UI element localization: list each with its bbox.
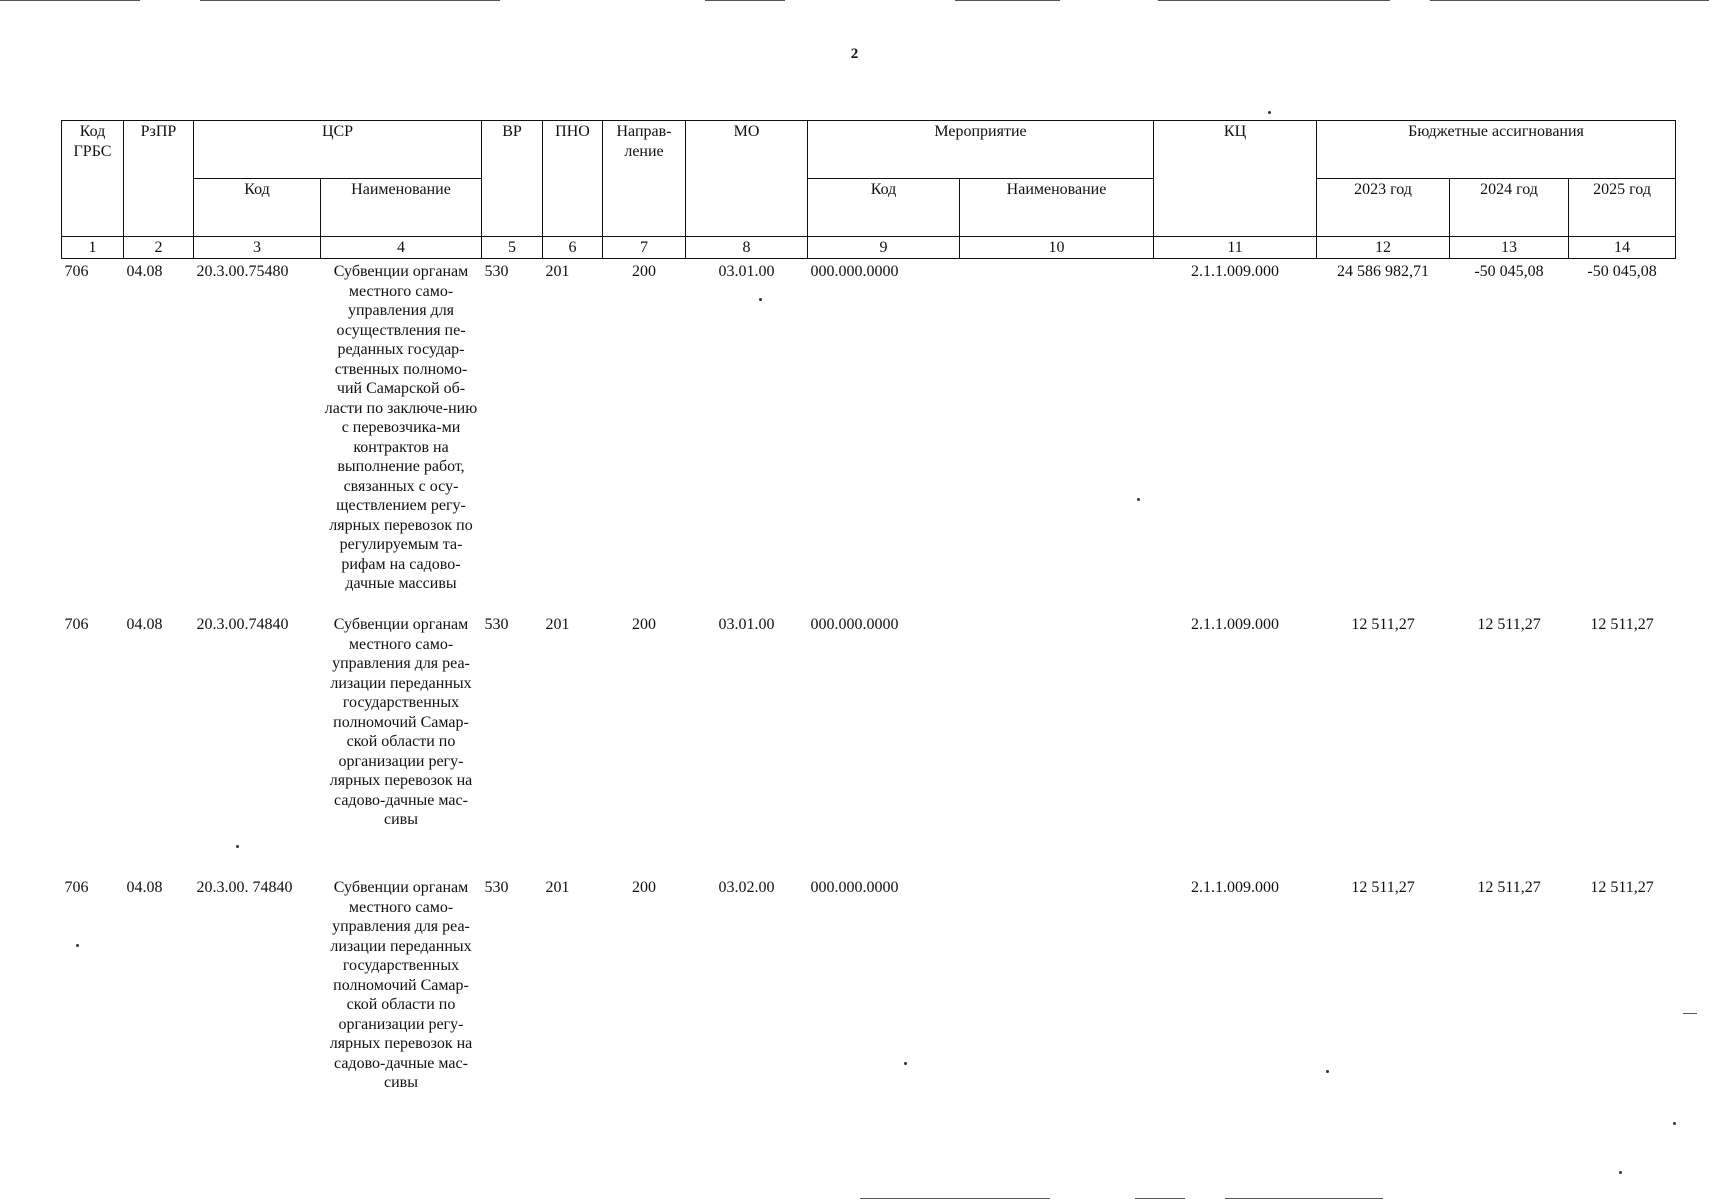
cell-mer-name bbox=[960, 259, 1154, 613]
column-number-row bbox=[62, 237, 1676, 259]
cell-2023: 24 586 982,71 bbox=[1337, 263, 1430, 280]
cell-2025: 12 511,27 bbox=[1590, 616, 1654, 633]
header-year-2024: 2024 год bbox=[1450, 179, 1569, 237]
header-csr-name: Наименование bbox=[321, 179, 482, 237]
scan-speck bbox=[1619, 1171, 1622, 1174]
table-row bbox=[62, 612, 1676, 875]
scan-edge-line bbox=[1135, 1198, 1185, 1199]
table-row bbox=[62, 875, 1676, 1128]
header-kc: КЦ bbox=[1154, 121, 1317, 237]
scan-edge-line bbox=[1683, 1013, 1697, 1014]
cell-csr-kod: 20.3.00.74840 bbox=[196, 616, 289, 633]
column-number: 9 bbox=[808, 237, 960, 259]
header-pno: ПНО bbox=[543, 121, 603, 237]
column-number: 11 bbox=[1154, 237, 1317, 259]
column-number: 7 bbox=[603, 237, 686, 259]
cell-rzpr: 04.08 bbox=[126, 616, 163, 633]
column-number: 1 bbox=[62, 237, 124, 259]
cell-csr-name: Субвенции органам местного само-управления для реа-лизации переданных государственных полномочий Самар-ской области по организации регу-лярных перевозок на садово-дачные мас-сивы bbox=[329, 879, 473, 1091]
cell-napravlenie: 200 bbox=[632, 263, 656, 280]
scan-edge-line bbox=[200, 0, 500, 1]
scan-edge-line bbox=[955, 0, 1060, 1]
header-mer-kod: Код bbox=[808, 179, 960, 237]
scan-edge-line bbox=[705, 0, 785, 1]
column-number: 5 bbox=[482, 237, 543, 259]
cell-2024: 12 511,27 bbox=[1477, 616, 1541, 633]
header-year-2023: 2023 год bbox=[1317, 179, 1450, 237]
cell-2023: 12 511,27 bbox=[1351, 879, 1415, 896]
cell-kc: 2.1.1.009.000 bbox=[1191, 616, 1280, 633]
cell-pno: 201 bbox=[545, 879, 570, 896]
cell-csr-name: Субвенции органам местного само-управления для реа-лизации переданных государственных полномочий Самар-ской области по организации регу-лярных перевозок на садово-дачные мас-сивы bbox=[329, 616, 473, 828]
header-napravlenie: Направ-ление bbox=[603, 121, 686, 237]
scan-edge-line bbox=[860, 1198, 1050, 1199]
cell-mer-name bbox=[960, 875, 1154, 1128]
budget-allocation-table bbox=[61, 120, 1676, 1128]
scan-edge-line bbox=[1225, 1198, 1383, 1199]
column-number: 2 bbox=[124, 237, 194, 259]
cell-napravlenie: 200 bbox=[632, 879, 656, 896]
header-year-2025: 2025 год bbox=[1569, 179, 1676, 237]
header-csr: ЦСР bbox=[194, 121, 482, 179]
cell-2024: -50 045,08 bbox=[1474, 263, 1544, 280]
cell-grbs: 706 bbox=[64, 616, 89, 633]
cell-grbs: 706 bbox=[64, 879, 89, 896]
header-kod-grbs: Код ГРБС bbox=[62, 121, 124, 237]
cell-mo: 03.01.00 bbox=[718, 263, 775, 280]
column-number: 10 bbox=[960, 237, 1154, 259]
scan-edge-line bbox=[1158, 0, 1390, 1]
scan-edge-line bbox=[1430, 0, 1709, 1]
cell-grbs: 706 bbox=[64, 263, 89, 280]
cell-csr-name: Субвенции органам местного само-управления для осуществления пе-реданных государ-ственных полномо-чий Самарской об-ласти по заключе-нию с перевозчика-ми контрактов на выполнение работ, связанных с осу-ществлением регу-лярных перевозок по регулируемым та-рифам на садово-дачные массивы bbox=[324, 263, 478, 592]
column-number: 8 bbox=[686, 237, 808, 259]
header-vr: ВР bbox=[482, 121, 543, 237]
header-budget: Бюджетные ассигнования bbox=[1317, 121, 1676, 179]
header-meropriyatie: Мероприятие bbox=[808, 121, 1154, 179]
cell-pno: 201 bbox=[545, 263, 570, 280]
cell-2023: 12 511,27 bbox=[1351, 616, 1415, 633]
header-mer-name: Наименование bbox=[960, 179, 1154, 237]
cell-pno: 201 bbox=[545, 616, 570, 633]
cell-2025: -50 045,08 bbox=[1587, 263, 1657, 280]
scan-edge-line bbox=[0, 0, 140, 1]
cell-vr: 530 bbox=[484, 263, 509, 280]
cell-mo: 03.02.00 bbox=[718, 879, 775, 896]
cell-rzpr: 04.08 bbox=[126, 879, 163, 896]
table-row bbox=[62, 259, 1676, 613]
cell-mer-kod: 000.000.0000 bbox=[810, 616, 899, 633]
cell-mer-kod: 000.000.0000 bbox=[810, 263, 899, 280]
cell-napravlenie: 200 bbox=[632, 616, 656, 633]
cell-2025: 12 511,27 bbox=[1590, 879, 1654, 896]
cell-vr: 530 bbox=[484, 616, 509, 633]
scan-speck bbox=[1268, 111, 1271, 114]
column-number: 12 bbox=[1317, 237, 1450, 259]
column-number: 14 bbox=[1569, 237, 1676, 259]
cell-2024: 12 511,27 bbox=[1477, 879, 1541, 896]
cell-kc: 2.1.1.009.000 bbox=[1191, 263, 1280, 280]
header-rzpr: РзПР bbox=[124, 121, 194, 237]
cell-mer-kod: 000.000.0000 bbox=[810, 879, 899, 896]
column-number: 6 bbox=[543, 237, 603, 259]
cell-vr: 530 bbox=[484, 879, 509, 896]
column-number: 13 bbox=[1450, 237, 1569, 259]
header-csr-kod: Код bbox=[194, 179, 321, 237]
cell-mer-name bbox=[960, 612, 1154, 875]
cell-csr-kod: 20.3.00. 74840 bbox=[196, 879, 293, 896]
cell-rzpr: 04.08 bbox=[126, 263, 163, 280]
cell-csr-kod: 20.3.00.75480 bbox=[196, 263, 289, 280]
page-number: 2 bbox=[850, 46, 859, 62]
header-mo: МО bbox=[686, 121, 808, 237]
column-number: 3 bbox=[194, 237, 321, 259]
column-number: 4 bbox=[321, 237, 482, 259]
cell-mo: 03.01.00 bbox=[718, 616, 775, 633]
cell-kc: 2.1.1.009.000 bbox=[1191, 879, 1280, 896]
